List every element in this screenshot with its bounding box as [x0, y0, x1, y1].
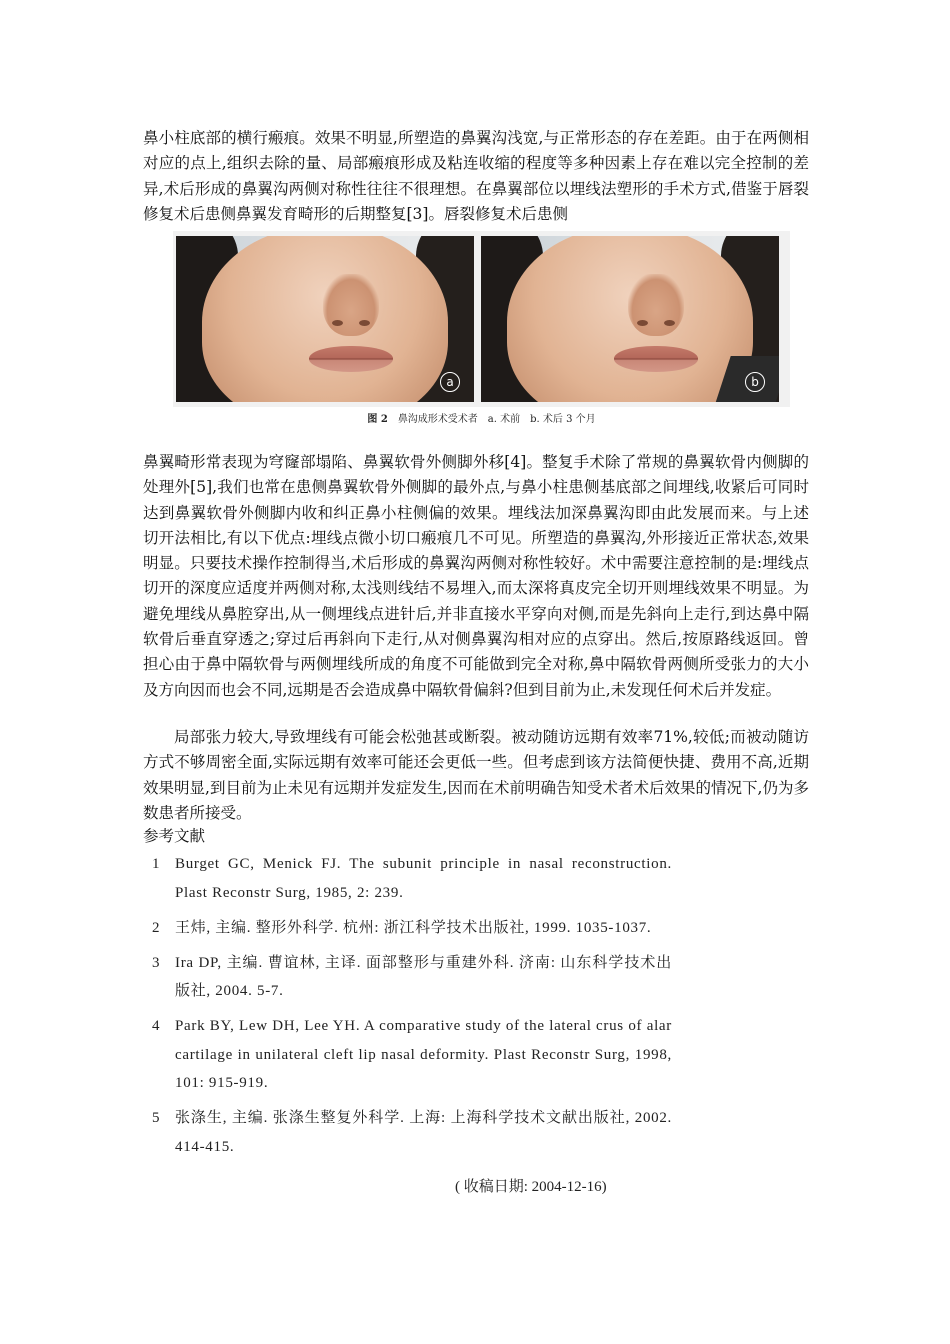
reference-text: Ira DP, 主编. 曹谊林, 主译. 面部整形与重建外科. 济南: 山东科学技术出版社, 2004. 5-7.: [175, 954, 672, 999]
reference-item: [152, 914, 672, 943]
nose: [323, 274, 379, 336]
reference-item: [152, 1104, 672, 1161]
nose: [628, 274, 684, 336]
reference-list: [152, 850, 672, 1168]
figure-caption-text: 鼻沟成形术受术者 a. 术前 b. 术后 3 个月: [397, 414, 596, 425]
body-paragraph-3: 局部张力较大,导致埋线有可能会松弛甚或断裂。被动随访远期有效率71%,较低;而被动随访方式不够周密全面,实际远期有效率可能还会更低一些。但考虑到该方法简便快捷、费用不高,近期效果明显,到目前为止未见有远期并发症发生,因而在术前明确告知受术者术后效果的情况下,仍为多数患者所接受。: [143, 728, 809, 822]
references-heading: 参考文献: [143, 827, 206, 845]
reference-item: [152, 850, 672, 907]
received-date: ( 收稿日期: 2004-12-16): [455, 1179, 607, 1195]
reference-text: 王炜, 主编. 整形外科学. 杭州: 浙江科学技术出版社, 1999. 1035-1037.: [175, 919, 652, 936]
photo-after-surgery: [481, 236, 779, 402]
nostril-right: [359, 320, 370, 326]
reference-item: [152, 949, 672, 1006]
reference-number: 4: [152, 1018, 161, 1034]
reference-number: 1: [152, 856, 161, 872]
nostril-right: [664, 320, 675, 326]
reference-number: 3: [152, 954, 161, 971]
panel-label-a: a: [440, 372, 460, 392]
figure-number: 图 2: [367, 414, 388, 425]
reference-number: 2: [152, 919, 161, 936]
mouth: [309, 346, 393, 372]
face: [507, 236, 753, 402]
figure-2: [173, 231, 790, 407]
reference-text: Burget GC, Menick FJ. The subunit principle in nasal reconstruction. Plast Reconstr Surg, 1985, 2: 239.: [175, 856, 672, 901]
mouth: [614, 346, 698, 372]
reference-number: 5: [152, 1110, 161, 1126]
nostril-left: [332, 320, 343, 326]
body-paragraph-2: 鼻翼畸形常表现为穹窿部塌陷、鼻翼软骨外侧脚外移[4]。整复手术除了常规的鼻翼软骨内侧脚的处理外[5],我们也常在患侧鼻翼软骨外侧脚的最外点,与鼻小柱患侧基底部之间埋线,收紧后可同时达到鼻翼软骨外侧脚内收和纠正鼻小柱侧偏的效果。埋线法加深鼻翼沟即由此发展而来。与上述切开法相比,有以下优点:埋线点微小切口瘢痕几不可见。所塑造的鼻翼沟,外形接近正常状态,效果明显。只要技术操作控制得当,术后形成的鼻翼沟两侧对称性较好。术中需要注意控制的是:埋线点切开的深度应适度并两侧对称,太浅则线结不易埋入,而太深将真皮完全切开则埋线效果不明显。为避免埋线从鼻腔穿出,从一侧埋线点进针后,并非直接水平穿向对侧,而是先斜向上走行,到达鼻中隔软骨后垂直穿透之;穿过后再斜向下走行,从对侧鼻翼沟相对应的点穿出。然后,按原路线返回。曾担心由于鼻中隔软骨与两侧埋线所成的角度不可能做到完全对称,鼻中隔软骨两侧所受张力的大小及方向因而也会不同,远期是否会造成鼻中隔软骨偏斜?但到目前为止,未发现任何术后并发症。: [143, 453, 809, 699]
reference-text: Park BY, Lew DH, Lee YH. A comparative study of the lateral crus of alar cartilage in unilateral cleft lip nasal deformity. Plast Reconstr Surg, 1998, 101: 915-919.: [175, 1018, 672, 1091]
figure-caption: [173, 410, 790, 425]
body-paragraph-1: 鼻小柱底部的横行瘢痕。效果不明显,所塑造的鼻翼沟浅宽,与正常形态的存在差距。由于在两侧相对应的点上,组织去除的量、局部瘢痕形成及粘连收缩的程度等多种因素上存在难以完全控制的差异,术后形成的鼻翼沟两侧对称性往往不很理想。在鼻翼部位以埋线法塑形的手术方式,借鉴于唇裂修复术后患侧鼻翼发育畸形的后期整复[3]。唇裂修复术后患侧: [143, 129, 809, 223]
photo-before-surgery: [176, 236, 474, 402]
nostril-left: [637, 320, 648, 326]
panel-label-b: b: [745, 372, 765, 392]
reference-text: 张涤生, 主编. 张涤生整复外科学. 上海: 上海科学技术文献出版社, 2002. 414-415.: [175, 1110, 672, 1155]
face: [202, 236, 448, 402]
reference-item: [152, 1012, 672, 1098]
